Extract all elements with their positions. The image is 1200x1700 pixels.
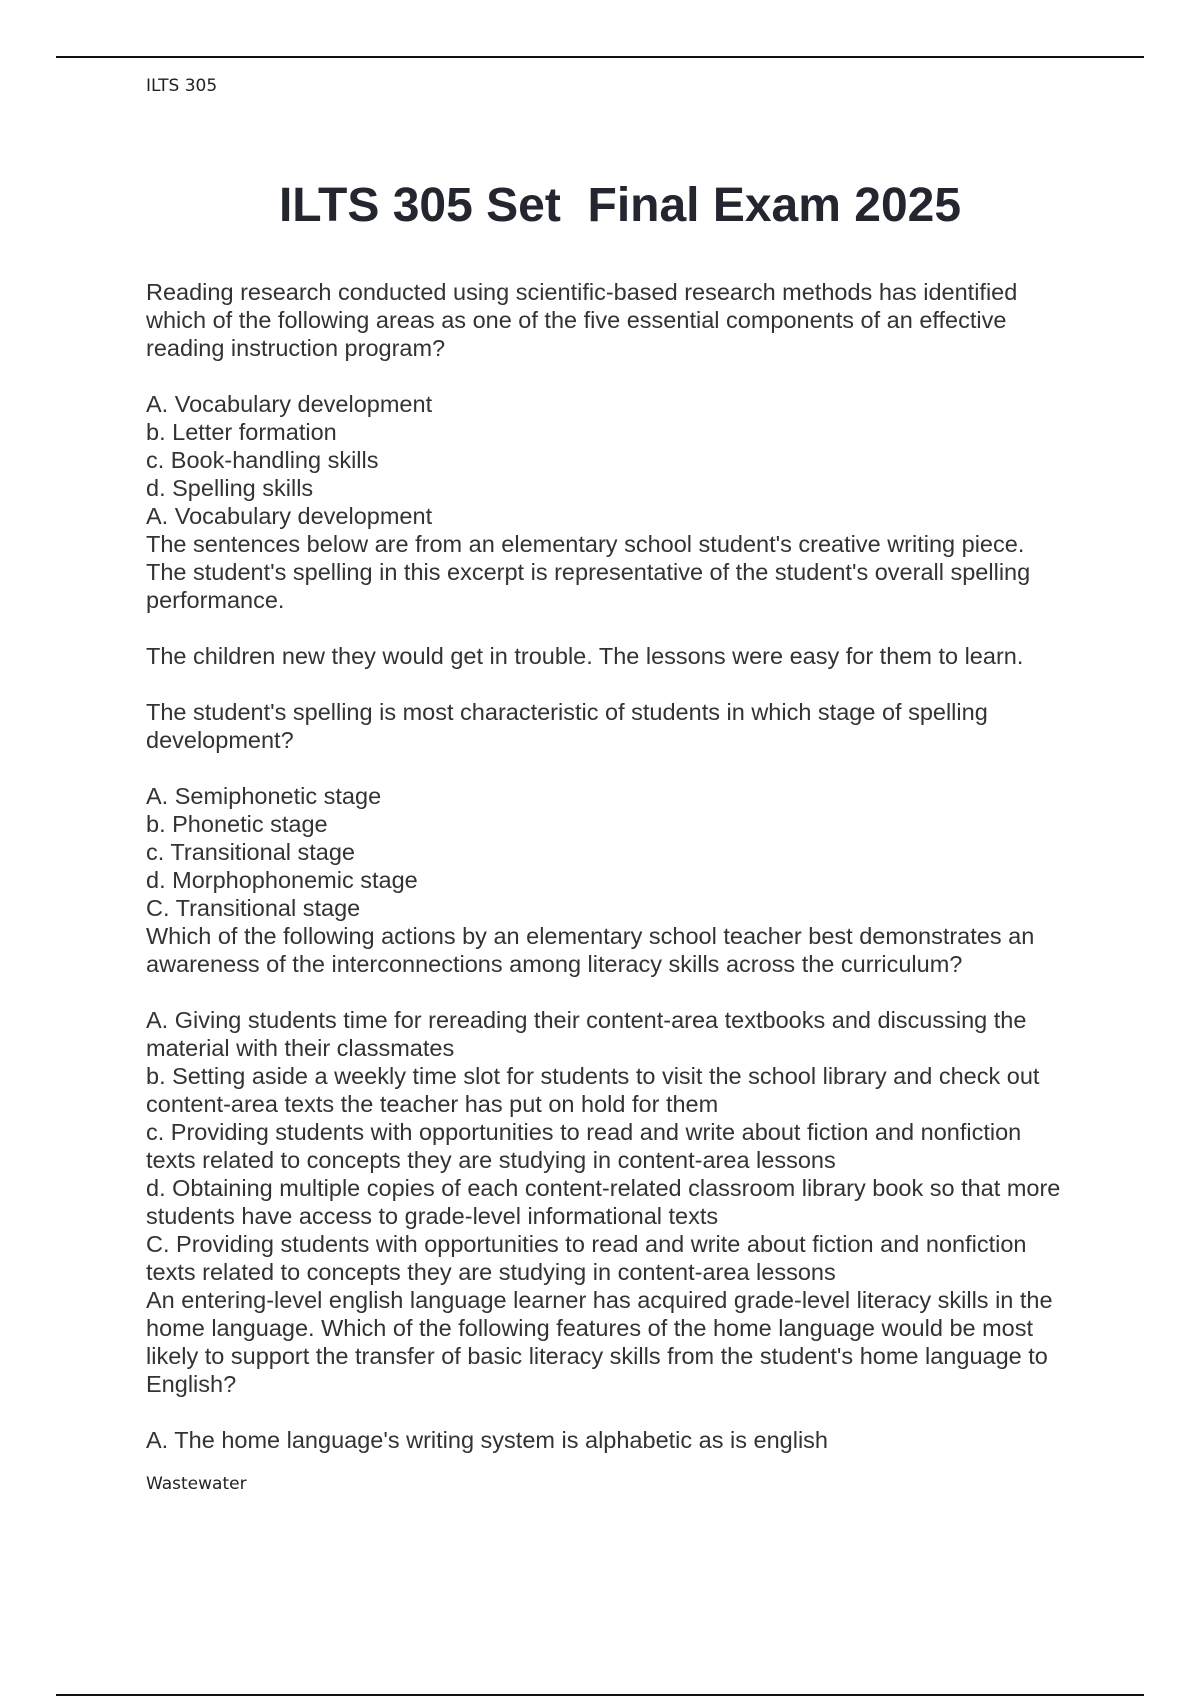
header-rule [56, 56, 1144, 58]
body-line: development? [146, 727, 294, 753]
body-line: d. Obtaining multiple copies of each content-related classroom library book so that more [146, 1175, 1061, 1201]
body-line: performance. [146, 587, 285, 613]
body-line: content-area texts the teacher has put on hold for them [146, 1091, 719, 1117]
body-line: b. Setting aside a weekly time slot for students to visit the school library and check out [146, 1063, 1040, 1089]
body-line: C. Providing students with opportunities to read and write about fiction and nonfiction [146, 1231, 1027, 1257]
body-line: texts related to concepts they are studying in content-area lessons [146, 1147, 836, 1173]
footer-label: Wastewater [146, 1474, 247, 1494]
body-line: A. Semiphonetic stage [146, 783, 382, 809]
paragraph-gap [146, 754, 1106, 782]
body-line: c. Book-handling skills [146, 447, 379, 473]
paragraph-gap [146, 670, 1106, 698]
body-line: d. Morphophonemic stage [146, 867, 418, 893]
paragraph-gap [146, 1398, 1106, 1426]
body-line: awareness of the interconnections among literacy skills across the curriculum? [146, 951, 963, 977]
body-line: which of the following areas as one of the five essential components of an effective [146, 307, 1007, 333]
body-line: The student's spelling is most characteristic of students in which stage of spelling [146, 699, 988, 725]
body-line: A. The home language's writing system is alphabetic as is english [146, 1427, 828, 1453]
body-line: A. Vocabulary development [146, 391, 433, 417]
body-line: likely to support the transfer of basic literacy skills from the student's home language to [146, 1343, 1048, 1369]
body-line: home language. Which of the following features of the home language would be most [146, 1315, 1034, 1341]
body-line: A. Giving students time for rereading their content-area textbooks and discussing the [146, 1007, 1027, 1033]
body-line: c. Transitional stage [146, 839, 355, 865]
body-line: The student's spelling in this excerpt is representative of the student's overall spelling [146, 559, 1031, 585]
document-title: ILTS 305 Set Final Exam 2025 [278, 179, 962, 233]
body-line: students have access to grade-level informational texts [146, 1203, 719, 1229]
body-line: texts related to concepts they are studying in content-area lessons [146, 1259, 836, 1285]
body-line: C. Transitional stage [146, 895, 361, 921]
document-body [146, 278, 1106, 1454]
body-line: b. Phonetic stage [146, 811, 328, 837]
body-line: c. Providing students with opportunities to read and write about fiction and nonfiction [146, 1119, 1022, 1145]
running-header: ILTS 305 [146, 76, 218, 96]
body-line: reading instruction program? [146, 335, 446, 361]
body-line: material with their classmates [146, 1035, 455, 1061]
body-line: b. Letter formation [146, 419, 337, 445]
paragraph-gap [146, 362, 1106, 390]
body-line: The children new they would get in trouble. The lessons were easy for them to learn. [146, 643, 1024, 669]
paragraph-gap [146, 978, 1106, 1006]
body-line: The sentences below are from an elementary school student's creative writing piece. [146, 531, 1025, 557]
body-line: d. Spelling skills [146, 475, 314, 501]
footer-rule [56, 1694, 1144, 1696]
paragraph-gap [146, 614, 1106, 642]
body-line: Reading research conducted using scientific-based research methods has identified [146, 279, 1018, 305]
body-line: Which of the following actions by an elementary school teacher best demonstrates an [146, 923, 1035, 949]
body-line: A. Vocabulary development [146, 503, 433, 529]
body-line: An entering-level english language learner has acquired grade-level literacy skills in the [146, 1287, 1053, 1313]
body-line: English? [146, 1371, 237, 1397]
